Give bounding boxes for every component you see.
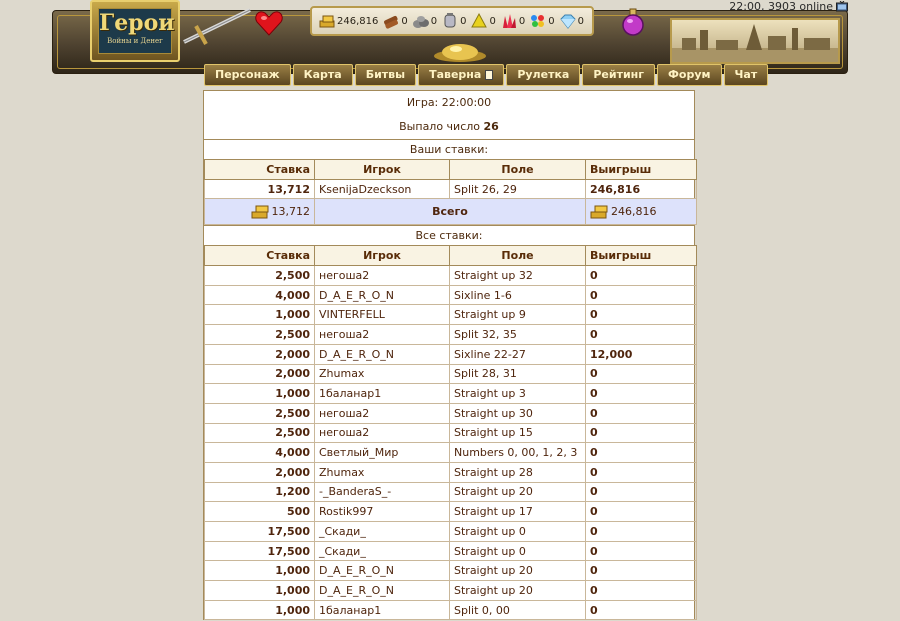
- bet-player[interactable]: Светлый_Мир: [315, 443, 450, 463]
- bet-player[interactable]: негоша2: [315, 266, 450, 286]
- bet-player[interactable]: Zhumax: [315, 462, 450, 482]
- bet-field: Split 0, 00: [450, 600, 586, 620]
- bet-row: [205, 423, 697, 443]
- logo-title: Герои: [99, 10, 175, 36]
- bet-stake: 4,000: [205, 285, 315, 305]
- bet-row: [205, 325, 697, 345]
- col-win-header: Выигрыш: [586, 246, 697, 266]
- bet-stake: 2,500: [205, 325, 315, 345]
- bet-field: Straight up 20: [450, 482, 586, 502]
- bet-row: [205, 364, 697, 384]
- resource-value: 0: [548, 15, 555, 27]
- resource-value: 0: [518, 15, 526, 27]
- total-stake: [205, 199, 315, 225]
- bet-win: 0: [586, 462, 697, 482]
- all-bets-table: [204, 245, 697, 620]
- sulfur-icon: [470, 12, 489, 30]
- bet-row: [205, 285, 697, 305]
- bet-stake: 1,200: [205, 482, 315, 502]
- bet-field: Sixline 22-27: [450, 344, 586, 364]
- bet-stake: 2,500: [205, 403, 315, 423]
- bet-stake: 1,000: [205, 305, 315, 325]
- resource-value: 0: [460, 15, 467, 27]
- resource-gems: [529, 12, 554, 30]
- roulette-results-panel: [203, 90, 695, 620]
- bet-field: Sixline 1-6: [450, 285, 586, 305]
- all-bets-header-row: [205, 246, 697, 266]
- bet-row: [205, 443, 697, 463]
- bet-row: [205, 541, 697, 561]
- resource-sulfur: [470, 12, 495, 30]
- resource-diamond: [559, 12, 584, 30]
- bet-stake: 1,000: [205, 600, 315, 620]
- city-panorama: [670, 18, 840, 64]
- bet-win: 0: [586, 384, 697, 404]
- resource-crystal: [500, 12, 525, 30]
- col-field-header: Поле: [450, 246, 586, 266]
- bet-row: [205, 561, 697, 581]
- bet-win: 0: [586, 581, 697, 601]
- bet-win: 0: [586, 266, 697, 286]
- nav-roulette[interactable]: Рулетка: [506, 64, 580, 86]
- col-stake-header: Ставка: [205, 160, 315, 180]
- crystal-icon: [500, 12, 519, 30]
- bet-stake: 4,000: [205, 443, 315, 463]
- bet-field: Straight up 3: [450, 384, 586, 404]
- bet-player[interactable]: KsenijaDzeckson: [315, 179, 450, 199]
- bet-player[interactable]: D_A_E_R_O_N: [315, 561, 450, 581]
- server-status: [729, 0, 848, 13]
- total-row: [205, 199, 697, 225]
- bet-stake: 1,000: [205, 581, 315, 601]
- bet-win: 12,000: [586, 344, 697, 364]
- bet-player[interactable]: _Скади_: [315, 541, 450, 561]
- sword-icon: [180, 6, 258, 46]
- nav-character[interactable]: Персонаж: [204, 64, 291, 86]
- bet-win: 0: [586, 561, 697, 581]
- bet-stake: 2,500: [205, 266, 315, 286]
- gems-icon: [529, 12, 548, 30]
- my-bets-header-row: [205, 160, 697, 180]
- time-online-text: 22:00, 3903 online: [729, 0, 833, 13]
- result-number: 26: [483, 120, 499, 133]
- bet-field: Straight up 0: [450, 541, 586, 561]
- resource-mercury: [441, 12, 466, 30]
- resource-wood: [382, 12, 407, 30]
- bet-field: Numbers 0, 00, 1, 2, 3: [450, 443, 586, 463]
- bet-stake: 2,500: [205, 423, 315, 443]
- bet-player[interactable]: негоша2: [315, 403, 450, 423]
- bet-stake: 1,000: [205, 384, 315, 404]
- bet-row: [205, 384, 697, 404]
- nav-chat[interactable]: Чат: [724, 64, 769, 86]
- bet-win: 0: [586, 364, 697, 384]
- bet-win: 0: [586, 305, 697, 325]
- bet-field: Straight up 32: [450, 266, 586, 286]
- bet-field: Straight up 20: [450, 561, 586, 581]
- bet-row: [205, 266, 697, 286]
- bet-player[interactable]: D_A_E_R_O_N: [315, 285, 450, 305]
- col-player-header: Игрок: [315, 246, 450, 266]
- bet-player[interactable]: Zhumax: [315, 364, 450, 384]
- bet-row: [205, 502, 697, 522]
- logo-subtitle: Войны и Денег: [107, 37, 163, 45]
- bet-player[interactable]: -_BanderaS_-: [315, 482, 450, 502]
- nav-tavern-label: Таверна: [429, 68, 482, 81]
- bet-win: 0: [586, 482, 697, 502]
- gold-icon: [590, 205, 611, 218]
- bet-player[interactable]: VINTERFELL: [315, 305, 450, 325]
- my-bets-title: Ваши ставки:: [204, 139, 694, 159]
- col-stake-header: Ставка: [205, 246, 315, 266]
- col-player-header: Игрок: [315, 160, 450, 180]
- bet-win: 0: [586, 423, 697, 443]
- bet-field: Straight up 15: [450, 423, 586, 443]
- bet-win: 246,816: [586, 179, 697, 199]
- nav-rating[interactable]: Рейтинг: [582, 64, 655, 86]
- resource-value: 246,816: [337, 15, 379, 27]
- total-label: Всего: [315, 199, 586, 225]
- bet-win: 0: [586, 502, 697, 522]
- bet-row: [205, 522, 697, 542]
- gold-icon: [251, 205, 272, 218]
- bet-row: [205, 305, 697, 325]
- bet-field: Straight up 0: [450, 522, 586, 542]
- bet-field: Split 32, 35: [450, 325, 586, 345]
- bet-field: Straight up 17: [450, 502, 586, 522]
- my-bets-table: [204, 159, 697, 225]
- resource-ore: [412, 12, 437, 30]
- potion-icon[interactable]: [622, 8, 644, 36]
- bet-field: Straight up 30: [450, 403, 586, 423]
- bet-stake: 500: [205, 502, 315, 522]
- bet-player[interactable]: негоша2: [315, 423, 450, 443]
- bet-win: 0: [586, 541, 697, 561]
- bet-row: [205, 482, 697, 502]
- resource-gold: [318, 12, 378, 30]
- bet-win: 0: [586, 443, 697, 463]
- bet-win: 0: [586, 600, 697, 620]
- nav-map[interactable]: Карта: [293, 64, 353, 86]
- diamond-icon: [559, 12, 578, 30]
- gold-icon: [318, 12, 337, 30]
- bet-stake: 17,500: [205, 541, 315, 561]
- resource-value: 0: [401, 15, 408, 27]
- bet-row: [205, 600, 697, 620]
- result-prefix: Выпало число: [399, 120, 481, 133]
- mercury-icon: [441, 12, 460, 30]
- game-info: [204, 91, 694, 139]
- bet-win: 0: [586, 522, 697, 542]
- nav-battles[interactable]: Битвы: [355, 64, 416, 86]
- card-icon: [485, 70, 493, 80]
- bet-row: [205, 179, 697, 199]
- bet-player[interactable]: 1баланар1: [315, 384, 450, 404]
- heart-icon[interactable]: [255, 10, 283, 36]
- bet-field: Split 28, 31: [450, 364, 586, 384]
- total-win: [586, 199, 697, 225]
- bet-field: Straight up 9: [450, 305, 586, 325]
- bet-player[interactable]: 1баланар1: [315, 600, 450, 620]
- game-time: Игра: 22:00:00: [406, 96, 492, 109]
- total-win-value: 246,816: [611, 204, 657, 218]
- bet-field: Split 26, 29: [450, 179, 586, 199]
- bet-player[interactable]: D_A_E_R_O_N: [315, 344, 450, 364]
- bet-row: [205, 581, 697, 601]
- bet-stake: 17,500: [205, 522, 315, 542]
- bet-win: 0: [586, 403, 697, 423]
- tv-icon[interactable]: [836, 1, 848, 12]
- nav-tavern[interactable]: [418, 64, 504, 86]
- total-stake-value: 13,712: [271, 204, 310, 218]
- bet-field: Straight up 28: [450, 462, 586, 482]
- bet-player[interactable]: D_A_E_R_O_N: [315, 581, 450, 601]
- main-nav: [204, 64, 770, 86]
- col-field-header: Поле: [450, 160, 586, 180]
- bet-win: 0: [586, 285, 697, 305]
- result-line: [204, 115, 694, 139]
- treasure-icon: [432, 40, 488, 62]
- bet-stake: 2,000: [205, 344, 315, 364]
- all-bets-title: Все ставки:: [204, 225, 694, 245]
- game-logo[interactable]: [90, 0, 180, 62]
- bet-win: 0: [586, 325, 697, 345]
- bet-player[interactable]: негоша2: [315, 325, 450, 345]
- bet-stake: 2,000: [205, 364, 315, 384]
- resources-panel: [310, 6, 594, 36]
- ore-icon: [412, 12, 431, 30]
- resource-value: 0: [430, 15, 438, 27]
- bet-player[interactable]: _Скади_: [315, 522, 450, 542]
- bet-row: [205, 344, 697, 364]
- bet-stake: 13,712: [205, 179, 315, 199]
- nav-forum[interactable]: Форум: [657, 64, 722, 86]
- bet-field: Straight up 20: [450, 581, 586, 601]
- col-win-header: Выигрыш: [586, 160, 697, 180]
- bet-stake: 2,000: [205, 462, 315, 482]
- resource-value: 0: [489, 15, 496, 27]
- bet-player[interactable]: Rostik997: [315, 502, 450, 522]
- resource-value: 0: [577, 15, 584, 27]
- bet-row: [205, 462, 697, 482]
- wood-icon: [382, 12, 401, 30]
- bet-row: [205, 403, 697, 423]
- bet-stake: 1,000: [205, 561, 315, 581]
